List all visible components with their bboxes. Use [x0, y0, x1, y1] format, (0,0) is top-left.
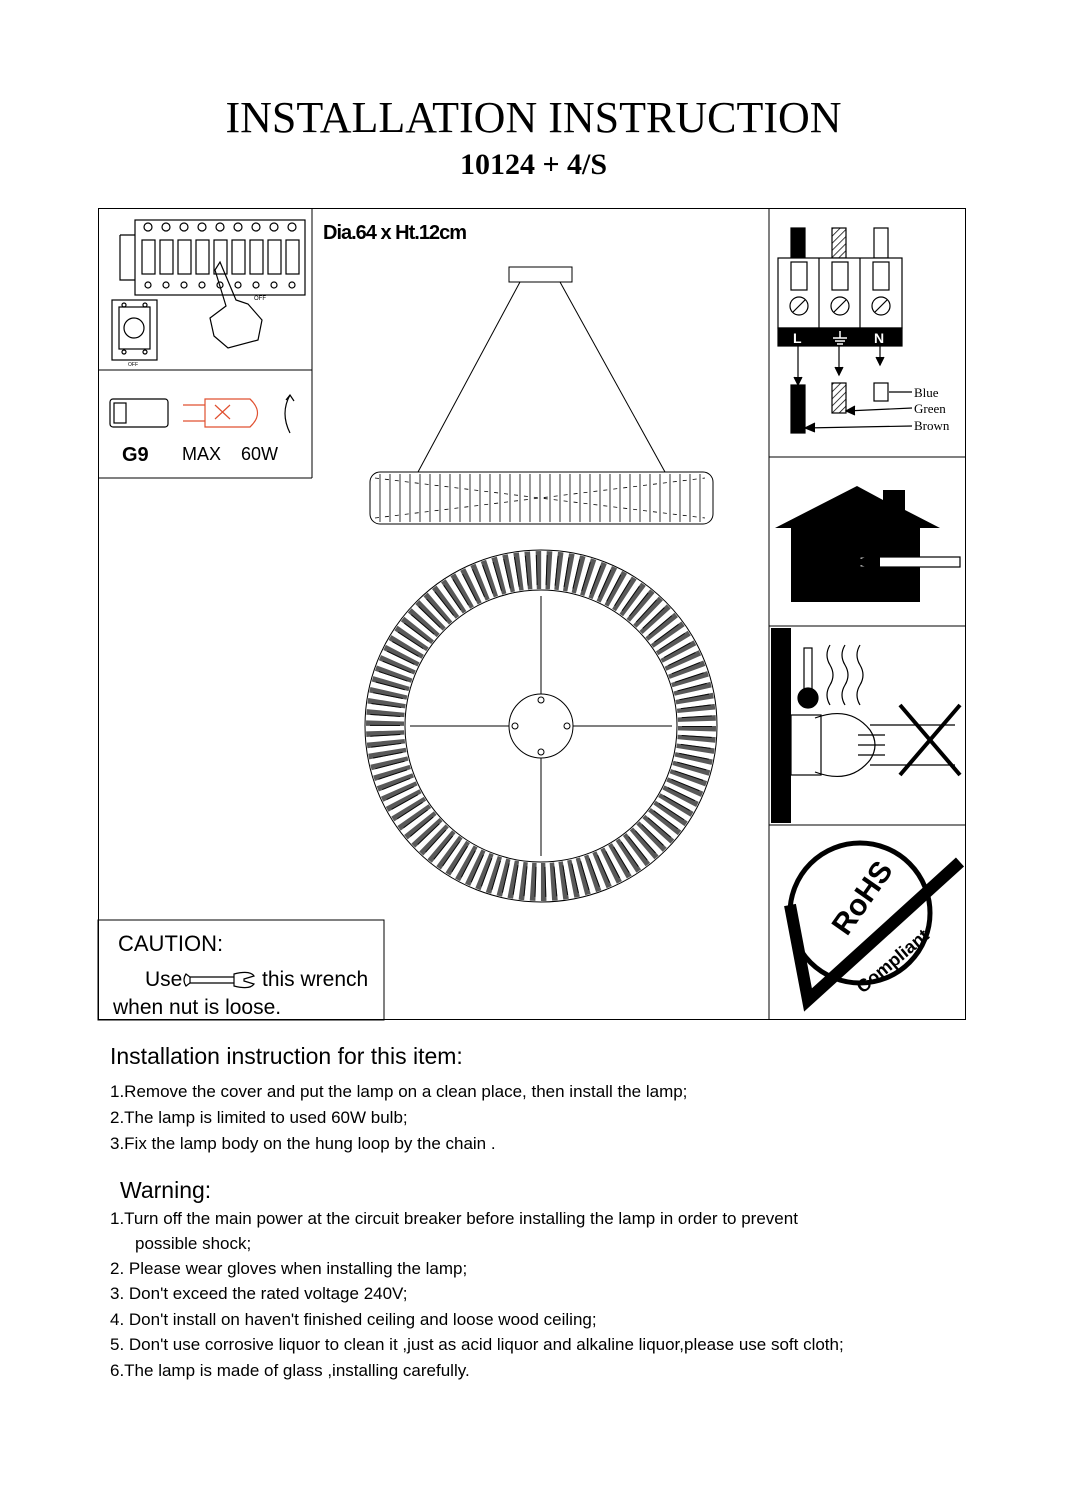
warning-item: 5. Don't use corrosive liquor to clean it ,just as acid liquor and alkaline liquor,please use soft cloth; [110, 1335, 844, 1354]
socket-off-label: OFF [128, 362, 138, 368]
switch-off-label: OFF [254, 296, 266, 302]
caution-title: CAUTION: [118, 931, 224, 956]
pendant-side-view [370, 267, 713, 524]
document-title: INSTALLATION INSTRUCTION [225, 93, 842, 142]
warning-item: 3. Don't exceed the rated voltage 240V; [110, 1284, 408, 1303]
warning-heading: Warning: [120, 1177, 212, 1203]
hot-surface-icon [771, 628, 960, 823]
instructions-heading: Installation instruction for this item: [110, 1043, 463, 1069]
caution-nut-text: when nut is loose. [113, 996, 282, 1019]
warning-item: possible shock; [135, 1234, 252, 1253]
bulb-wattage-label: 60W [241, 444, 279, 464]
rotate-icon [285, 395, 294, 433]
pendant-top-view [365, 550, 717, 902]
rohs-sub-text: Compliant [852, 925, 933, 998]
breaker-panel-icon [120, 220, 305, 348]
warning-item: 6.The lamp is made of glass ,installing carefully. [110, 1361, 470, 1380]
terminal-block-icon [778, 228, 902, 346]
model-number: 10124 + 4/S [459, 148, 608, 181]
wire-blue-label: Blue [914, 385, 939, 400]
wire-green-label: Green [914, 401, 946, 416]
g9-bulb-icon [183, 399, 258, 427]
instruction-step: 3.Fix the lamp body on the hung loop by the chain . [110, 1134, 496, 1153]
caution-use-text: Use [145, 968, 183, 991]
caution-wrench-text: this wrench [262, 968, 369, 991]
g9-base-icon [110, 399, 168, 427]
dimensions-label: Dia.64 x Ht.12cm [323, 222, 466, 244]
warning-item: 1.Turn off the main power at the circuit breaker before installing the lamp in order to prevent [110, 1209, 798, 1228]
wrench-icon [184, 972, 254, 987]
bulb-base-label: G9 [122, 444, 149, 466]
indoor-use-icon [775, 486, 960, 602]
terminal-n-label: N [874, 330, 885, 346]
terminal-l-label: L [793, 330, 802, 346]
socket-icon [112, 300, 157, 360]
rohs-text: RoHS [825, 855, 900, 941]
instruction-step: 2.The lamp is limited to used 60W bulb; [110, 1108, 408, 1127]
warning-item: 2. Please wear gloves when installing the lamp; [110, 1259, 468, 1278]
instruction-step: 1.Remove the cover and put the lamp on a clean place, then install the lamp; [110, 1082, 688, 1101]
wire-brown-label: Brown [914, 418, 950, 433]
bulb-max-label: MAX [182, 444, 222, 464]
warning-item: 4. Don't install on haven't finished ceiling and loose wood ceiling; [110, 1310, 597, 1329]
wire-leads-icon [791, 346, 912, 433]
